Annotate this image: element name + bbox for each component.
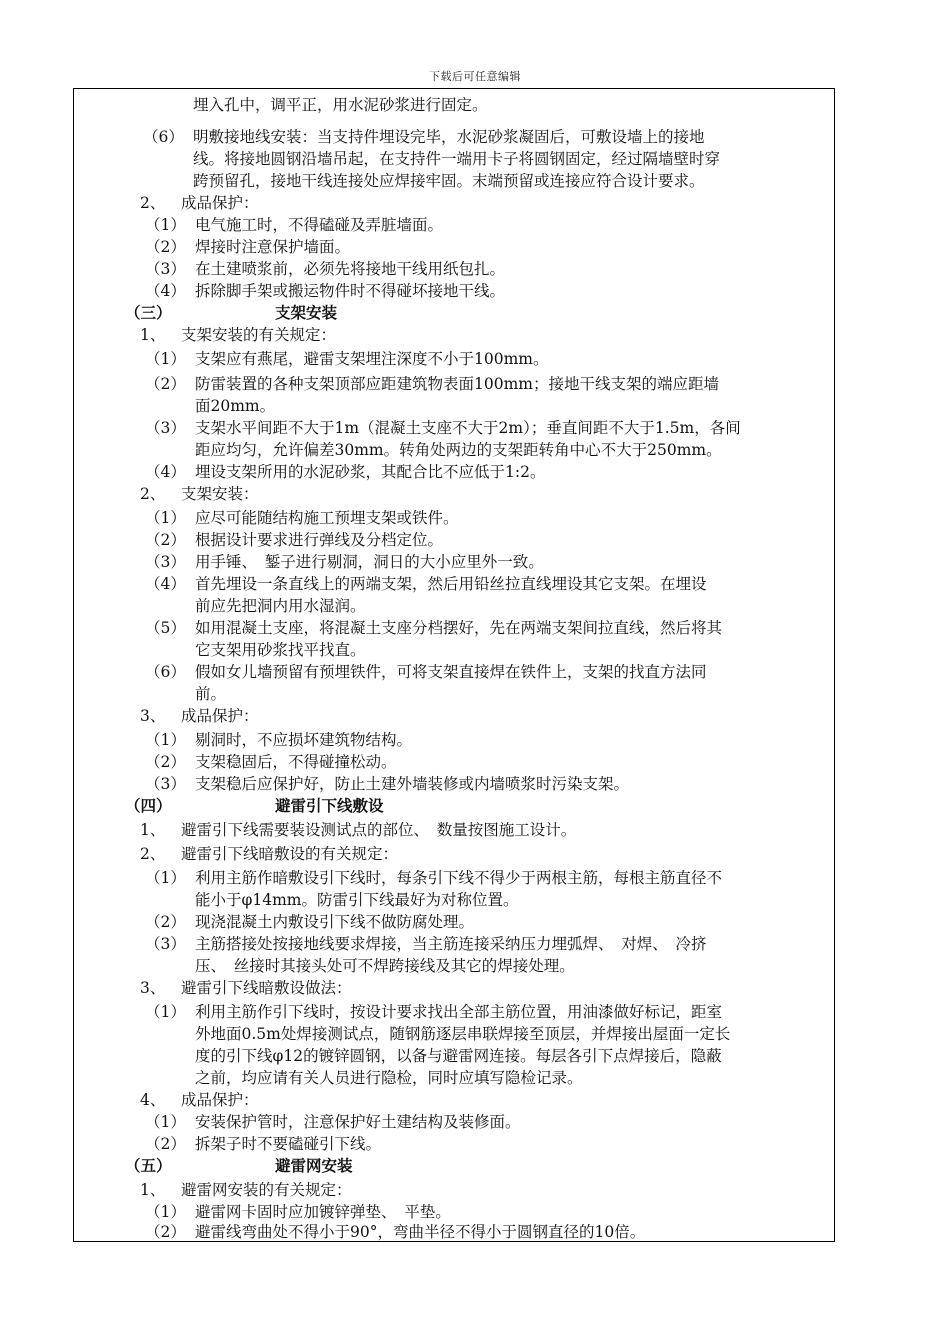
item-number: 3、 <box>140 979 166 997</box>
text-line: 电气施工时，不得磕碰及弄脏墙面。 <box>195 216 444 234</box>
text-line: 度的引下线φ12的镀锌圆钢，以备与避雷网连接。每层各引下点焊接后，隐蔽 <box>195 1047 722 1065</box>
item-number: （2） <box>145 1135 186 1153</box>
text-line: 主筋搭接处按接地线要求焊接，当主筋连接采纳压力埋弧焊、 对焊、 冷挤 <box>195 935 707 953</box>
item-number: （1） <box>145 509 186 527</box>
item-number: （6） <box>143 128 184 146</box>
text-line: 焊接时注意保护墙面。 <box>195 238 351 256</box>
item-number: （5） <box>145 619 186 637</box>
text-line: 安装保护管时，注意保护好土建结构及装修面。 <box>195 1113 521 1131</box>
text-line: 应尽可能随结构施工预埋支架或铁件。 <box>195 509 459 527</box>
item-number: （2） <box>145 375 186 393</box>
item-number: （3） <box>145 260 186 278</box>
text-line: 之前，均应请有关人员进行隐检，同时应填写隐检记录。 <box>195 1069 583 1087</box>
page-header-note: 下载后可任意编辑 <box>429 70 521 83</box>
item-number: （3） <box>145 419 186 437</box>
item-number: （2） <box>145 753 186 771</box>
item-number: 1、 <box>140 326 166 344</box>
item-number: （3） <box>145 553 186 571</box>
text-line: 明敷接地线安装：当支持件埋设完毕，水泥砂浆凝固后，可敷设墙上的接地 <box>193 128 705 146</box>
section-heading: 避雷网安装 <box>275 1156 353 1175</box>
item-number: 2、 <box>140 845 166 863</box>
text-line: 避雷引下线暗敷设的有关规定： <box>181 845 399 863</box>
text-line: 面20mm。 <box>195 397 276 415</box>
text-line: 避雷引下线暗敷设做法： <box>181 979 352 997</box>
item-number: 3、 <box>140 707 166 725</box>
text-line: 压、 丝接时其接头处可不焊跨接线及其它的焊接处理。 <box>195 957 575 975</box>
item-number: 1、 <box>140 821 166 839</box>
item-number: 1、 <box>140 1181 166 1199</box>
item-number: （1） <box>145 731 186 749</box>
text-line: 防雷装置的各种支架顶部应距建筑物表面100mm；接地干线支架的端应距墙 <box>195 375 719 393</box>
text-line: 用手锤、 錾子进行剔洞，洞日的大小应里外一致。 <box>195 553 544 571</box>
text-line: 首先埋设一条直线上的两端支架，然后用铅丝拉直线埋设其它支架。在埋设 <box>195 575 707 593</box>
text-line: 剔洞时，不应损坏建筑物结构。 <box>195 731 413 749</box>
text-line: 支架稳后应保护好，防止土建外墙装修或内墙喷浆时污染支架。 <box>195 775 630 793</box>
item-number: （1） <box>145 350 186 368</box>
section-heading: （五） <box>125 1156 172 1175</box>
text-line: 支架稳固后，不得碰撞松动。 <box>195 753 397 771</box>
text-line: 成品保护： <box>181 194 259 212</box>
text-line: 距应均匀，允许偏差30mm。转角处两边的支架距转角中心不大于250mm。 <box>195 441 722 459</box>
text-line: 外地面0.5m处焊接测试点，随钢筋逐层串联焊接至顶层，并焊接出屋面一定长 <box>195 1025 731 1043</box>
text-line: 它支架用砂浆找平找直。 <box>195 641 366 659</box>
item-number: （2） <box>145 531 186 549</box>
text-line: 避雷线弯曲处不得小于90°，弯曲半径不得小于圆钢直径的10倍。 <box>195 1223 646 1241</box>
text-line: 根据设计要求进行弹线及分档定位。 <box>195 531 444 549</box>
section-heading: （三） <box>125 303 172 322</box>
item-number: （4） <box>145 575 186 593</box>
text-line: 支架安装的有关规定： <box>181 326 337 344</box>
section-heading: 支架安装 <box>275 303 338 322</box>
item-number: 2、 <box>140 194 166 212</box>
text-line: 拆除脚手架或搬运物件时不得碰坏接地干线。 <box>195 282 506 300</box>
item-number: （1） <box>145 1113 186 1131</box>
text-line: 假如女儿墙预留有预埋铁件，可将支架直接焊在铁件上，支架的找直方法同 <box>195 663 707 681</box>
item-number: 2、 <box>140 485 166 503</box>
text-line: 前应先把洞内用水湿润。 <box>195 597 366 615</box>
section-heading: 避雷引下线敷设 <box>275 796 384 815</box>
text-line: 如用混凝土支座，将混凝土支座分档摆好，先在两端支架间拉直线，然后将其 <box>195 619 723 637</box>
text-line: 避雷网卡固时应加镀锌弹垫、 平垫。 <box>195 1203 451 1221</box>
item-number: （1） <box>145 1203 186 1221</box>
item-number: （6） <box>145 663 186 681</box>
text-line: 埋入孔中，调平正，用水泥砂浆进行固定。 <box>193 96 488 114</box>
text-line: 利用主筋作暗敷设引下线时，每条引下线不得少于两根主筋，每根主筋直径不 <box>195 869 723 887</box>
text-line: 避雷引下线需要装设测试点的部位、 数量按图施工设计。 <box>181 821 577 839</box>
text-line: 成品保护： <box>181 1091 259 1109</box>
text-line: 前。 <box>195 685 227 703</box>
item-number: （3） <box>145 775 186 793</box>
text-line: 支架应有燕尾，避雷支架埋注深度不小于100mm。 <box>195 350 549 368</box>
text-line: 支架水平间距不大于1m（混凝土支座不大于2m）；垂直间距不大于1.5m，各间 <box>195 419 741 437</box>
text-line: 跨预留孔，接地干线连接处应焊接牢固。末端预留或连接应符合设计要求。 <box>193 172 705 190</box>
item-number: （1） <box>145 869 186 887</box>
text-line: 避雷网安装的有关规定： <box>181 1181 352 1199</box>
text-line: 现浇混凝土内敷设引下线不做防腐处理。 <box>195 913 475 931</box>
text-line: 成品保护： <box>181 707 259 725</box>
section-heading: （四） <box>125 796 172 815</box>
text-line: 埋设支架所用的水泥砂浆，其配合比不应低于1:2。 <box>195 463 546 481</box>
item-number: （4） <box>145 282 186 300</box>
item-number: （1） <box>145 1003 186 1021</box>
text-line: 拆架子时不要磕碰引下线。 <box>195 1135 382 1153</box>
item-number: （3） <box>145 935 186 953</box>
item-number: （2） <box>145 913 186 931</box>
text-line: 利用主筋作引下线时，按设计要求找出全部主筋位置，用油漆做好标记，距室 <box>195 1003 723 1021</box>
item-number: （1） <box>145 216 186 234</box>
text-line: 线。将接地圆钢沿墙吊起，在支持件一端用卡子将圆钢固定，经过隔墙壁时穿 <box>193 150 721 168</box>
item-number: 4、 <box>140 1091 166 1109</box>
item-number: （2） <box>145 238 186 256</box>
text-line: 能小于φ14mm。防雷引下线最好为对称位置。 <box>195 891 519 909</box>
item-number: （2） <box>145 1223 186 1241</box>
item-number: （4） <box>145 463 186 481</box>
text-line: 支架安装： <box>181 485 259 503</box>
text-line: 在土建喷浆前，必须先将接地干线用纸包扎。 <box>195 260 506 278</box>
